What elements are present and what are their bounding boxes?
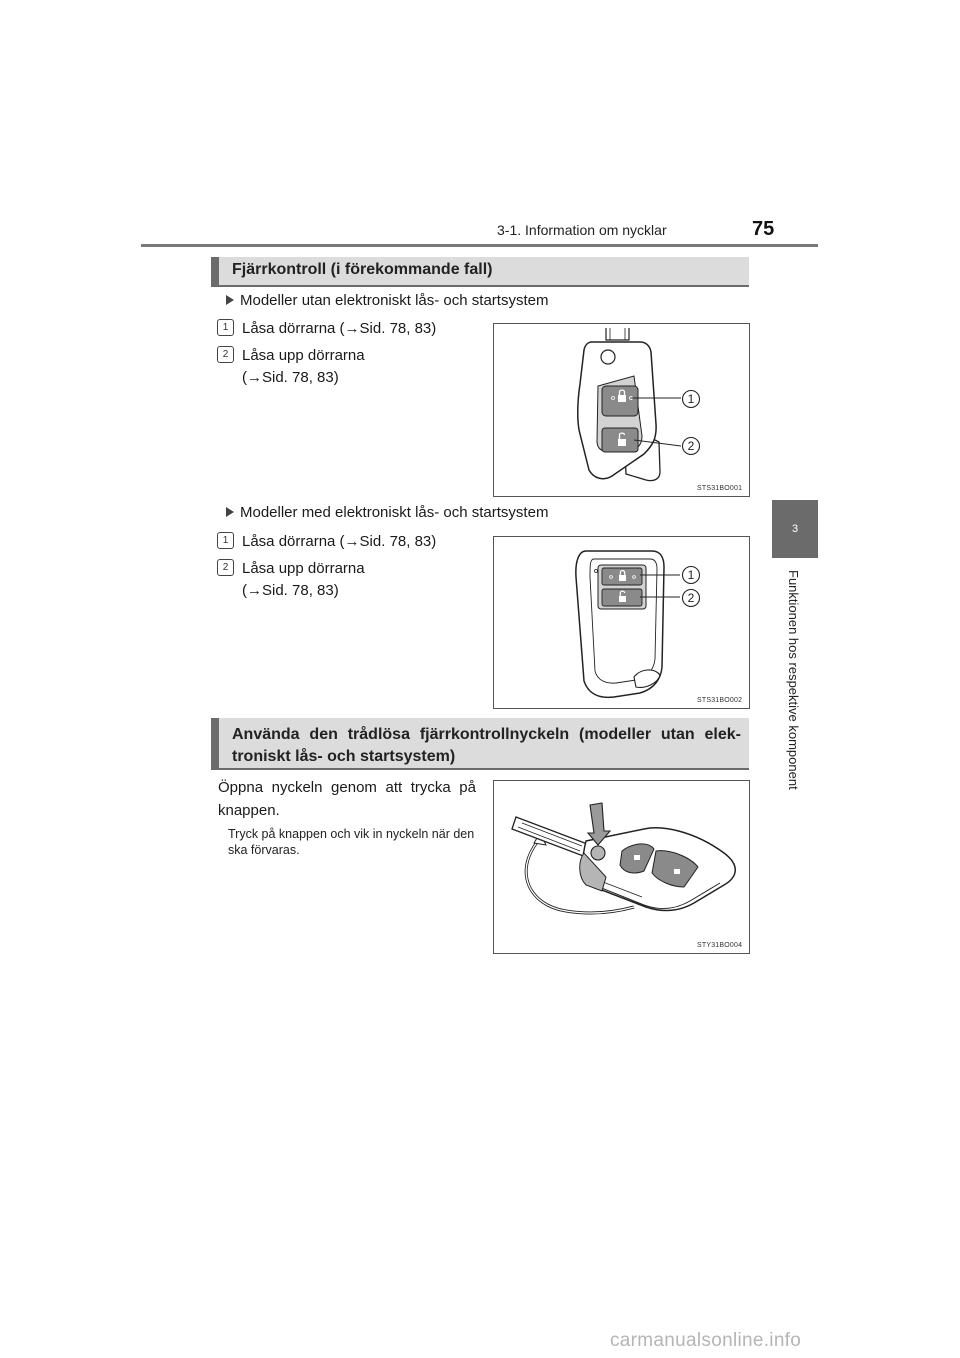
chapter-tab: 3 — [772, 500, 818, 558]
item-unlock-doors: Låsa upp dörrarna — [242, 560, 365, 577]
callout-number: 2 — [687, 591, 695, 605]
callout-number: 1 — [687, 568, 695, 582]
triangle-bullet-icon — [226, 507, 234, 517]
figure-code: STY31BO004 — [697, 942, 743, 949]
storage-note: Tryck på knappen och vik in nyckeln när den ska förvaras. — [228, 827, 475, 857]
bullet-text: Modeller utan elektroniskt lås- och startsystem — [240, 292, 549, 309]
smart-key-illustration — [494, 537, 749, 708]
header-divider — [141, 244, 818, 247]
item-unlock-doors: Låsa upp dörrarna — [242, 347, 365, 364]
figure-open-flip-key — [493, 780, 750, 954]
bullet-without-smart-entry — [226, 292, 548, 309]
figure-code: STS31BO002 — [697, 697, 743, 704]
item-unlock-doors-ref: (→Sid. 78, 83) — [242, 369, 339, 386]
watermark: carmanualsonline.info — [610, 1330, 802, 1351]
bullet-with-smart-entry — [226, 504, 548, 521]
section-banner-remote: Fjärrkontroll (i förekommande fall) — [211, 257, 749, 287]
flip-key-illustration — [494, 324, 749, 496]
item-number-badge: 1 — [217, 532, 234, 549]
item-lock-doors: Låsa dörrarna (→Sid. 78, 83) — [242, 533, 437, 550]
chapter-title — [786, 570, 806, 810]
item-unlock-doors-ref: (→Sid. 78, 83) — [242, 582, 339, 599]
item-lock-doors: Låsa dörrarna (→Sid. 78, 83) — [242, 320, 437, 337]
item-number-badge: 2 — [217, 346, 234, 363]
open-flip-key-illustration — [494, 781, 749, 953]
instruction-text: Öppna nyckeln genom att trycka på knappen. — [218, 779, 476, 819]
section-title: 3-1. Information om nycklar — [497, 222, 667, 238]
item-number-badge: 1 — [217, 319, 234, 336]
page-number: 75 — [752, 218, 775, 240]
figure-smart-key-remote — [493, 536, 750, 709]
figure-flip-key-remote — [493, 323, 750, 497]
callout-number: 1 — [687, 392, 695, 406]
callout-number: 2 — [687, 439, 695, 453]
figure-code: STS31BO001 — [697, 485, 743, 492]
triangle-bullet-icon — [226, 295, 234, 305]
item-number-badge: 2 — [217, 559, 234, 576]
bullet-text: Modeller med elektroniskt lås- och startsystem — [240, 504, 549, 521]
section-banner-wireless-key: Använda den trådlösa fjärrkontrollnyckeln (modeller utan elek-troniskt lås- och startsystem) — [211, 718, 749, 770]
chapter-title-text: Funktionen hos respektive komponent — [786, 570, 801, 790]
